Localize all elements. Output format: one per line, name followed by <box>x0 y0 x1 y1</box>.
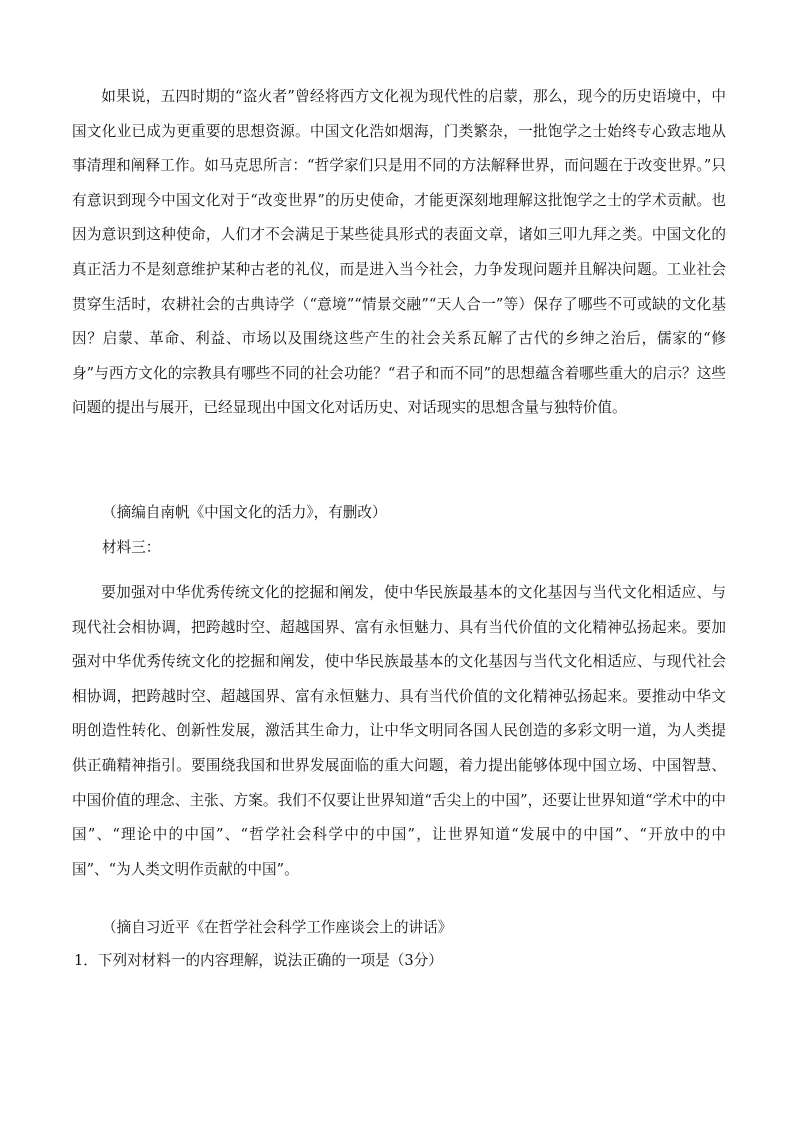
source-citation-3: （摘自习近平《在哲学社会科学工作座谈会上的讲话》 <box>102 919 453 936</box>
material-3-heading: 材料三： <box>102 539 161 556</box>
question-1: 1．下列对材料一的内容理解，说法正确的一项是（3分） <box>74 952 443 969</box>
source-citation-1: （摘编自南帆《中国文化的活力》，有删改） <box>102 504 387 521</box>
paragraph-3: 要加强对中华优秀传统文化的挖掘和阐发，使中华民族最基本的文化基因与当代文化相适应、与现代社会相协调，把跨越时空、超越国界、富有永恒魅力、具有当代价值的文化精神弘扬起来。要加强对中华优秀传统文化的挖掘和阐发，使中华民族最基本的文化基因与当代文化相适应、与现代社会相协调，把跨越时空、超越国界、富有永恒魅力、具有当代价值的文化精神弘扬起来。要推动中华文明创造性转化、创新性发展，激活其生命力，让中华文明同各国人民创造的多彩文明一道，为人类提供正确精神指引。要围绕我国和世界发展面临的重大问题，着力提出能够体现中国立场、中国智慧、中国价值的理念、主张、方案。我们不仅要让世界知道“舌尖上的中国”，还要让世界知道“学术中的中国”、“理论中的中国”、“哲学社会科学中的中国”，让世界知道“发展中的中国”、“开放中的中国”、“为人类文明作贡献的中国”。 <box>72 584 726 878</box>
paragraph-1: 如果说，五四时期的“盗火者”曾经将西方文化视为现代性的启蒙，那么，现今的历史语境中，中国文化业已成为更重要的思想资源。中国文化浩如烟海，门类繁杂，一批饱学之士始终专心致志地从事清理和阐释工作。如马克思所言：“哲学家们只是用不同的方法解释世界，而问题在于改变世界。”只有意识到现今中国文化对于“改变世界”的历史使命，才能更深刻地理解这批饱学之士的学术贡献。也因为意识到这种使命，人们才不会满足于某些徒具形式的表面文章，诸如三叩九拜之类。中国文化的真正活力不是刻意维护某种古老的礼仪，而是进入当今社会，力争发现问题并且解决问题。工业社会贯穿生活时，农耕社会的古典诗学（“意境”“情景交融”“天人合一”等）保存了哪些不可或缺的文化基因？启蒙、革命、利益、市场以及围绕这些产生的社会关系瓦解了古代的乡绅之治后，儒家的“修身”与西方文化的宗教具有哪些不同的社会功能？“君子和而不同”的思想蕴含着哪些重大的启示？这些问题的提出与展开，已经显现出中国文化对话历史、对话现实的思想含量与独特价值。 <box>72 88 726 417</box>
